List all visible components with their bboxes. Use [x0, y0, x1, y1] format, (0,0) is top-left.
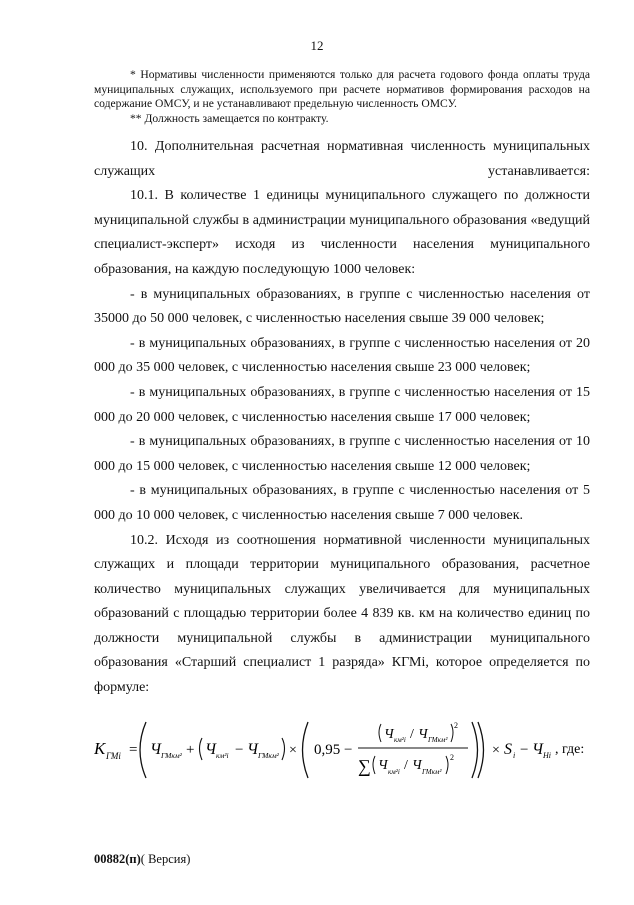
formula-k: K — [94, 739, 106, 758]
paren-close-big — [478, 722, 484, 778]
document-version: ( Версия) — [140, 852, 191, 866]
formula-times-1: × — [289, 743, 297, 758]
num-ch-2: Ч — [418, 727, 428, 742]
formula-minus-3: − — [520, 742, 529, 758]
paren-close-2 — [282, 738, 285, 760]
den-paren-open — [373, 756, 375, 774]
num-paren-open — [379, 724, 381, 742]
footnotes — [94, 68, 590, 126]
formula-sub-gm-1: ГМкм² — [161, 751, 182, 760]
formula-ch-1: Ч — [150, 741, 162, 758]
paren-open-big-2 — [303, 722, 309, 778]
num-slash: / — [410, 727, 414, 742]
formula-ch-2: Ч — [205, 741, 217, 758]
den-pow: 2 — [450, 753, 454, 762]
formula-const: 0,95 — [314, 742, 341, 758]
den-slash: / — [404, 758, 408, 773]
num-ch-1: Ч — [384, 727, 394, 742]
section-10-heading: 10. Дополнительная расчетная нормативная численность муниципальных служащих устанавливается: — [94, 139, 590, 179]
section-10-2: 10.2. Исходя из соотношения нормативной численности муниципальных служащих и площади территории муниципального образования, расчетное количество муниципальных служащих увеличивается для муниципальных образований с площадью территории более 4 839 кв. км на количество единиц по должности муниципальной службы в администрации муниципального образования «Старший специалист 1 разряда» КГМi, которое определяется по формуле: — [94, 532, 590, 696]
formula-minus-1: − — [235, 742, 244, 758]
den-ch-1: Ч — [378, 758, 388, 773]
formula-ch-3: Ч — [247, 741, 259, 758]
num-paren-close — [451, 724, 453, 742]
formula-sub-gm-2: ГМкм² — [258, 751, 279, 760]
formula-minus-2: − — [344, 742, 353, 758]
num-sub-gm: ГМкм² — [428, 736, 448, 744]
num-sub-km: км²i — [394, 736, 406, 744]
formula — [94, 710, 594, 790]
document-code: 00882(п) — [94, 852, 141, 866]
section-10-1: 10.1. В количестве 1 единицы муниципального служащего по должности муниципальной службы в администрации муниципального образования «ведущий специалист-эксперт» исходя из численности населения муниципального образования, на каждую последующую 1000 человек: — [94, 188, 590, 277]
num-pow: 2 — [454, 721, 458, 730]
paren-open-big — [140, 722, 146, 778]
footnote-1: * Нормативы численности применяются только для расчета годового фонда оплаты труда муниципальных служащих, используемого при расчете нормативов формирования расходов на содержание ОМСУ, и не устанавливают предельную численность ОМСУ. — [94, 68, 590, 111]
formula-s-sub: i — [513, 751, 516, 760]
formula-times-2: × — [492, 743, 500, 758]
bullet-4: - в муниципальных образованиях, в группе с численностью населения от 10 000 до 15 000 человек, с численностью населения свыше 12 000 человек; — [94, 434, 590, 474]
formula-sub-h: Нi — [543, 751, 551, 760]
paren-close-big-2 — [472, 722, 478, 778]
den-sub-gm: ГМкм² — [422, 768, 442, 776]
formula-ch-h: Ч — [532, 741, 544, 758]
den-ch-2: Ч — [412, 758, 422, 773]
page-number: 12 — [310, 38, 324, 53]
formula-s: S — [504, 741, 512, 758]
formula-sub-km-1: км²i — [216, 751, 229, 760]
footnote-2: ** Должность замещается по контракту. — [130, 111, 329, 125]
bullet-2: - в муниципальных образованиях, в группе с численностью населения от 20 000 до 35 000 человек, с численностью населения свыше 23 000 человек; — [94, 335, 590, 376]
bullet-3: - в муниципальных образованиях, в группе с численностью населения от 15 000 до 20 000 человек, с численностью населения свыше 17 000 человек; — [94, 384, 590, 425]
formula-k-sub: ГМi — [106, 751, 121, 761]
bullet-5: - в муниципальных образованиях, в группе с численностью населения от 5 000 до 10 000 человек, с численностью населения свыше 7 000 человек. — [94, 483, 590, 523]
formula-eq: = — [129, 742, 138, 758]
paren-open-2 — [200, 738, 203, 760]
formula-svg — [94, 710, 594, 790]
body-text — [94, 135, 590, 701]
den-sum: ∑ — [358, 756, 371, 776]
formula-tail: , где: — [555, 742, 585, 757]
bullet-1: - в муниципальных образованиях, в группе с численностью населения от 35000 до 50 000 человек, с численностью населения свыше 39 000 человек; — [94, 286, 590, 327]
den-sub-km: км²i — [388, 768, 400, 776]
formula-plus: + — [186, 742, 195, 758]
den-paren-close — [446, 756, 448, 774]
document-footer — [94, 852, 190, 867]
